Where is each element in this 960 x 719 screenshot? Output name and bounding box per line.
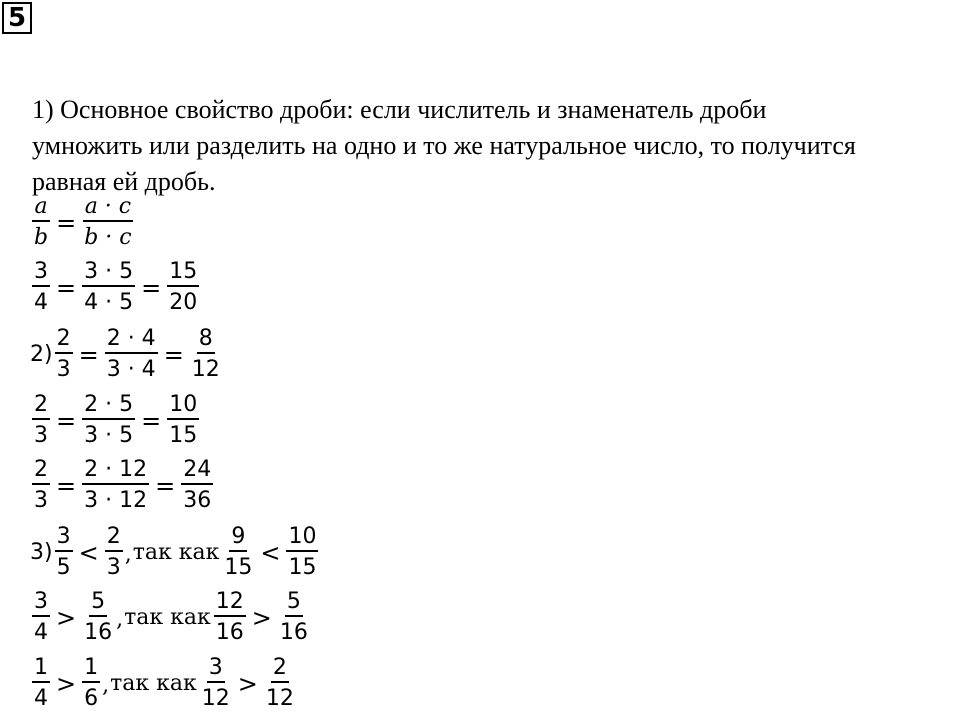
numerator: 2 bbox=[32, 457, 50, 485]
because-text: так как bbox=[132, 540, 220, 565]
numerator: 2 bbox=[271, 655, 289, 683]
numerator: 2 bbox=[32, 392, 50, 420]
comma: , bbox=[116, 607, 124, 632]
denominator: b · c bbox=[84, 225, 132, 250]
denominator: 16 bbox=[215, 620, 244, 645]
comma: , bbox=[124, 542, 132, 567]
math-line-8 bbox=[30, 655, 298, 712]
numerator: 5 bbox=[285, 589, 303, 617]
denominator: 3 bbox=[56, 357, 71, 382]
numerator: 2 · 12 bbox=[82, 457, 149, 485]
less-than-sign: < bbox=[78, 538, 99, 567]
denominator: 20 bbox=[169, 290, 198, 315]
fraction bbox=[32, 589, 50, 646]
equals-sign: = bbox=[56, 208, 77, 237]
denominator: 4 · 5 bbox=[84, 290, 134, 315]
denominator: 3 bbox=[34, 488, 48, 513]
denominator: 6 bbox=[84, 686, 99, 711]
numerator: 2 · 5 bbox=[82, 392, 135, 420]
math-line-2 bbox=[30, 259, 201, 316]
numerator: 8 bbox=[197, 326, 215, 354]
greater-than-sign: > bbox=[237, 669, 258, 698]
fraction bbox=[82, 194, 133, 251]
numerator: 24 bbox=[181, 457, 213, 485]
denominator: 12 bbox=[191, 357, 220, 382]
equals-sign: = bbox=[141, 406, 162, 435]
numerator: a · c bbox=[83, 194, 133, 222]
equals-sign: = bbox=[78, 340, 99, 369]
math-line-4 bbox=[30, 392, 201, 449]
item-label: 3) bbox=[30, 540, 53, 565]
math-line-1 bbox=[30, 194, 136, 251]
numerator: 3 bbox=[32, 589, 50, 617]
greater-than-sign: > bbox=[56, 669, 77, 698]
fraction bbox=[32, 392, 50, 449]
numerator: 15 bbox=[167, 259, 199, 287]
denominator: 4 bbox=[34, 290, 48, 315]
numerator: 10 bbox=[167, 392, 199, 420]
numerator: a bbox=[32, 194, 49, 222]
numerator: 10 bbox=[286, 524, 318, 552]
item-label: 2) bbox=[30, 342, 53, 367]
numerator: 1 bbox=[32, 655, 50, 683]
math-line-3 bbox=[30, 326, 224, 383]
fraction bbox=[278, 589, 310, 646]
denominator: 15 bbox=[288, 555, 317, 580]
numerator: 2 · 4 bbox=[105, 326, 158, 354]
comma: , bbox=[102, 673, 110, 698]
denominator: 15 bbox=[169, 423, 198, 448]
fraction bbox=[55, 524, 73, 581]
denominator: 3 · 12 bbox=[84, 488, 148, 513]
fraction bbox=[190, 326, 222, 383]
numerator: 2 bbox=[105, 524, 123, 552]
fraction bbox=[105, 326, 158, 383]
numerator: 12 bbox=[214, 589, 246, 617]
numerator: 9 bbox=[229, 524, 247, 552]
denominator: 3 · 5 bbox=[84, 423, 134, 448]
task-number-badge: 5 bbox=[2, 2, 32, 34]
denominator: 12 bbox=[265, 686, 294, 711]
denominator: 3 bbox=[106, 555, 121, 580]
denominator: 3 · 4 bbox=[106, 357, 156, 382]
because-text: так как bbox=[124, 605, 211, 630]
fraction bbox=[82, 457, 149, 514]
denominator: 3 bbox=[34, 423, 48, 448]
rule-paragraph bbox=[32, 92, 960, 200]
denominator: 5 bbox=[56, 555, 71, 580]
fraction bbox=[167, 392, 199, 449]
denominator: 16 bbox=[84, 620, 113, 645]
denominator: 4 bbox=[34, 686, 48, 711]
denominator: 16 bbox=[279, 620, 308, 645]
numerator: 3 · 5 bbox=[82, 259, 135, 287]
denominator: b bbox=[34, 225, 49, 250]
paragraph-line-3: равная ей дробь. bbox=[32, 167, 216, 196]
fraction bbox=[55, 326, 73, 383]
fraction bbox=[32, 457, 50, 514]
fraction bbox=[82, 259, 135, 316]
equals-sign: = bbox=[56, 273, 77, 302]
numerator: 3 bbox=[32, 259, 50, 287]
fraction bbox=[167, 259, 199, 316]
fraction bbox=[32, 655, 50, 712]
fraction bbox=[32, 259, 50, 316]
equals-sign: = bbox=[56, 406, 77, 435]
fraction bbox=[82, 589, 114, 646]
denominator: 12 bbox=[201, 686, 230, 711]
math-line-6 bbox=[30, 524, 320, 581]
fraction bbox=[222, 524, 254, 581]
numerator: 5 bbox=[89, 589, 107, 617]
paragraph-line-2: умножить или разделить на одно и то же натуральное число, то получится bbox=[32, 131, 856, 160]
equals-sign: = bbox=[155, 471, 176, 500]
fraction bbox=[32, 194, 50, 251]
greater-than-sign: > bbox=[251, 603, 272, 632]
fraction bbox=[82, 655, 100, 712]
denominator: 15 bbox=[224, 555, 253, 580]
numerator: 3 bbox=[55, 524, 73, 552]
equals-sign: = bbox=[141, 273, 162, 302]
fraction bbox=[286, 524, 318, 581]
numerator: 1 bbox=[82, 655, 100, 683]
greater-than-sign: > bbox=[56, 603, 77, 632]
because-text: так как bbox=[110, 671, 197, 696]
numerator: 3 bbox=[207, 655, 225, 683]
numerator: 2 bbox=[55, 326, 73, 354]
fraction bbox=[200, 655, 232, 712]
less-than-sign: < bbox=[260, 538, 281, 567]
math-line-7 bbox=[30, 589, 312, 646]
equals-sign: = bbox=[163, 340, 184, 369]
fraction bbox=[214, 589, 246, 646]
fraction bbox=[105, 524, 123, 581]
denominator: 4 bbox=[34, 620, 48, 645]
equals-sign: = bbox=[56, 471, 77, 500]
denominator: 36 bbox=[183, 488, 212, 513]
fraction bbox=[181, 457, 213, 514]
fraction bbox=[82, 392, 135, 449]
paragraph-line-1: 1) Основное свойство дроби: если числитель и знаменатель дроби bbox=[32, 95, 767, 124]
fraction bbox=[264, 655, 296, 712]
math-line-5 bbox=[30, 457, 215, 514]
